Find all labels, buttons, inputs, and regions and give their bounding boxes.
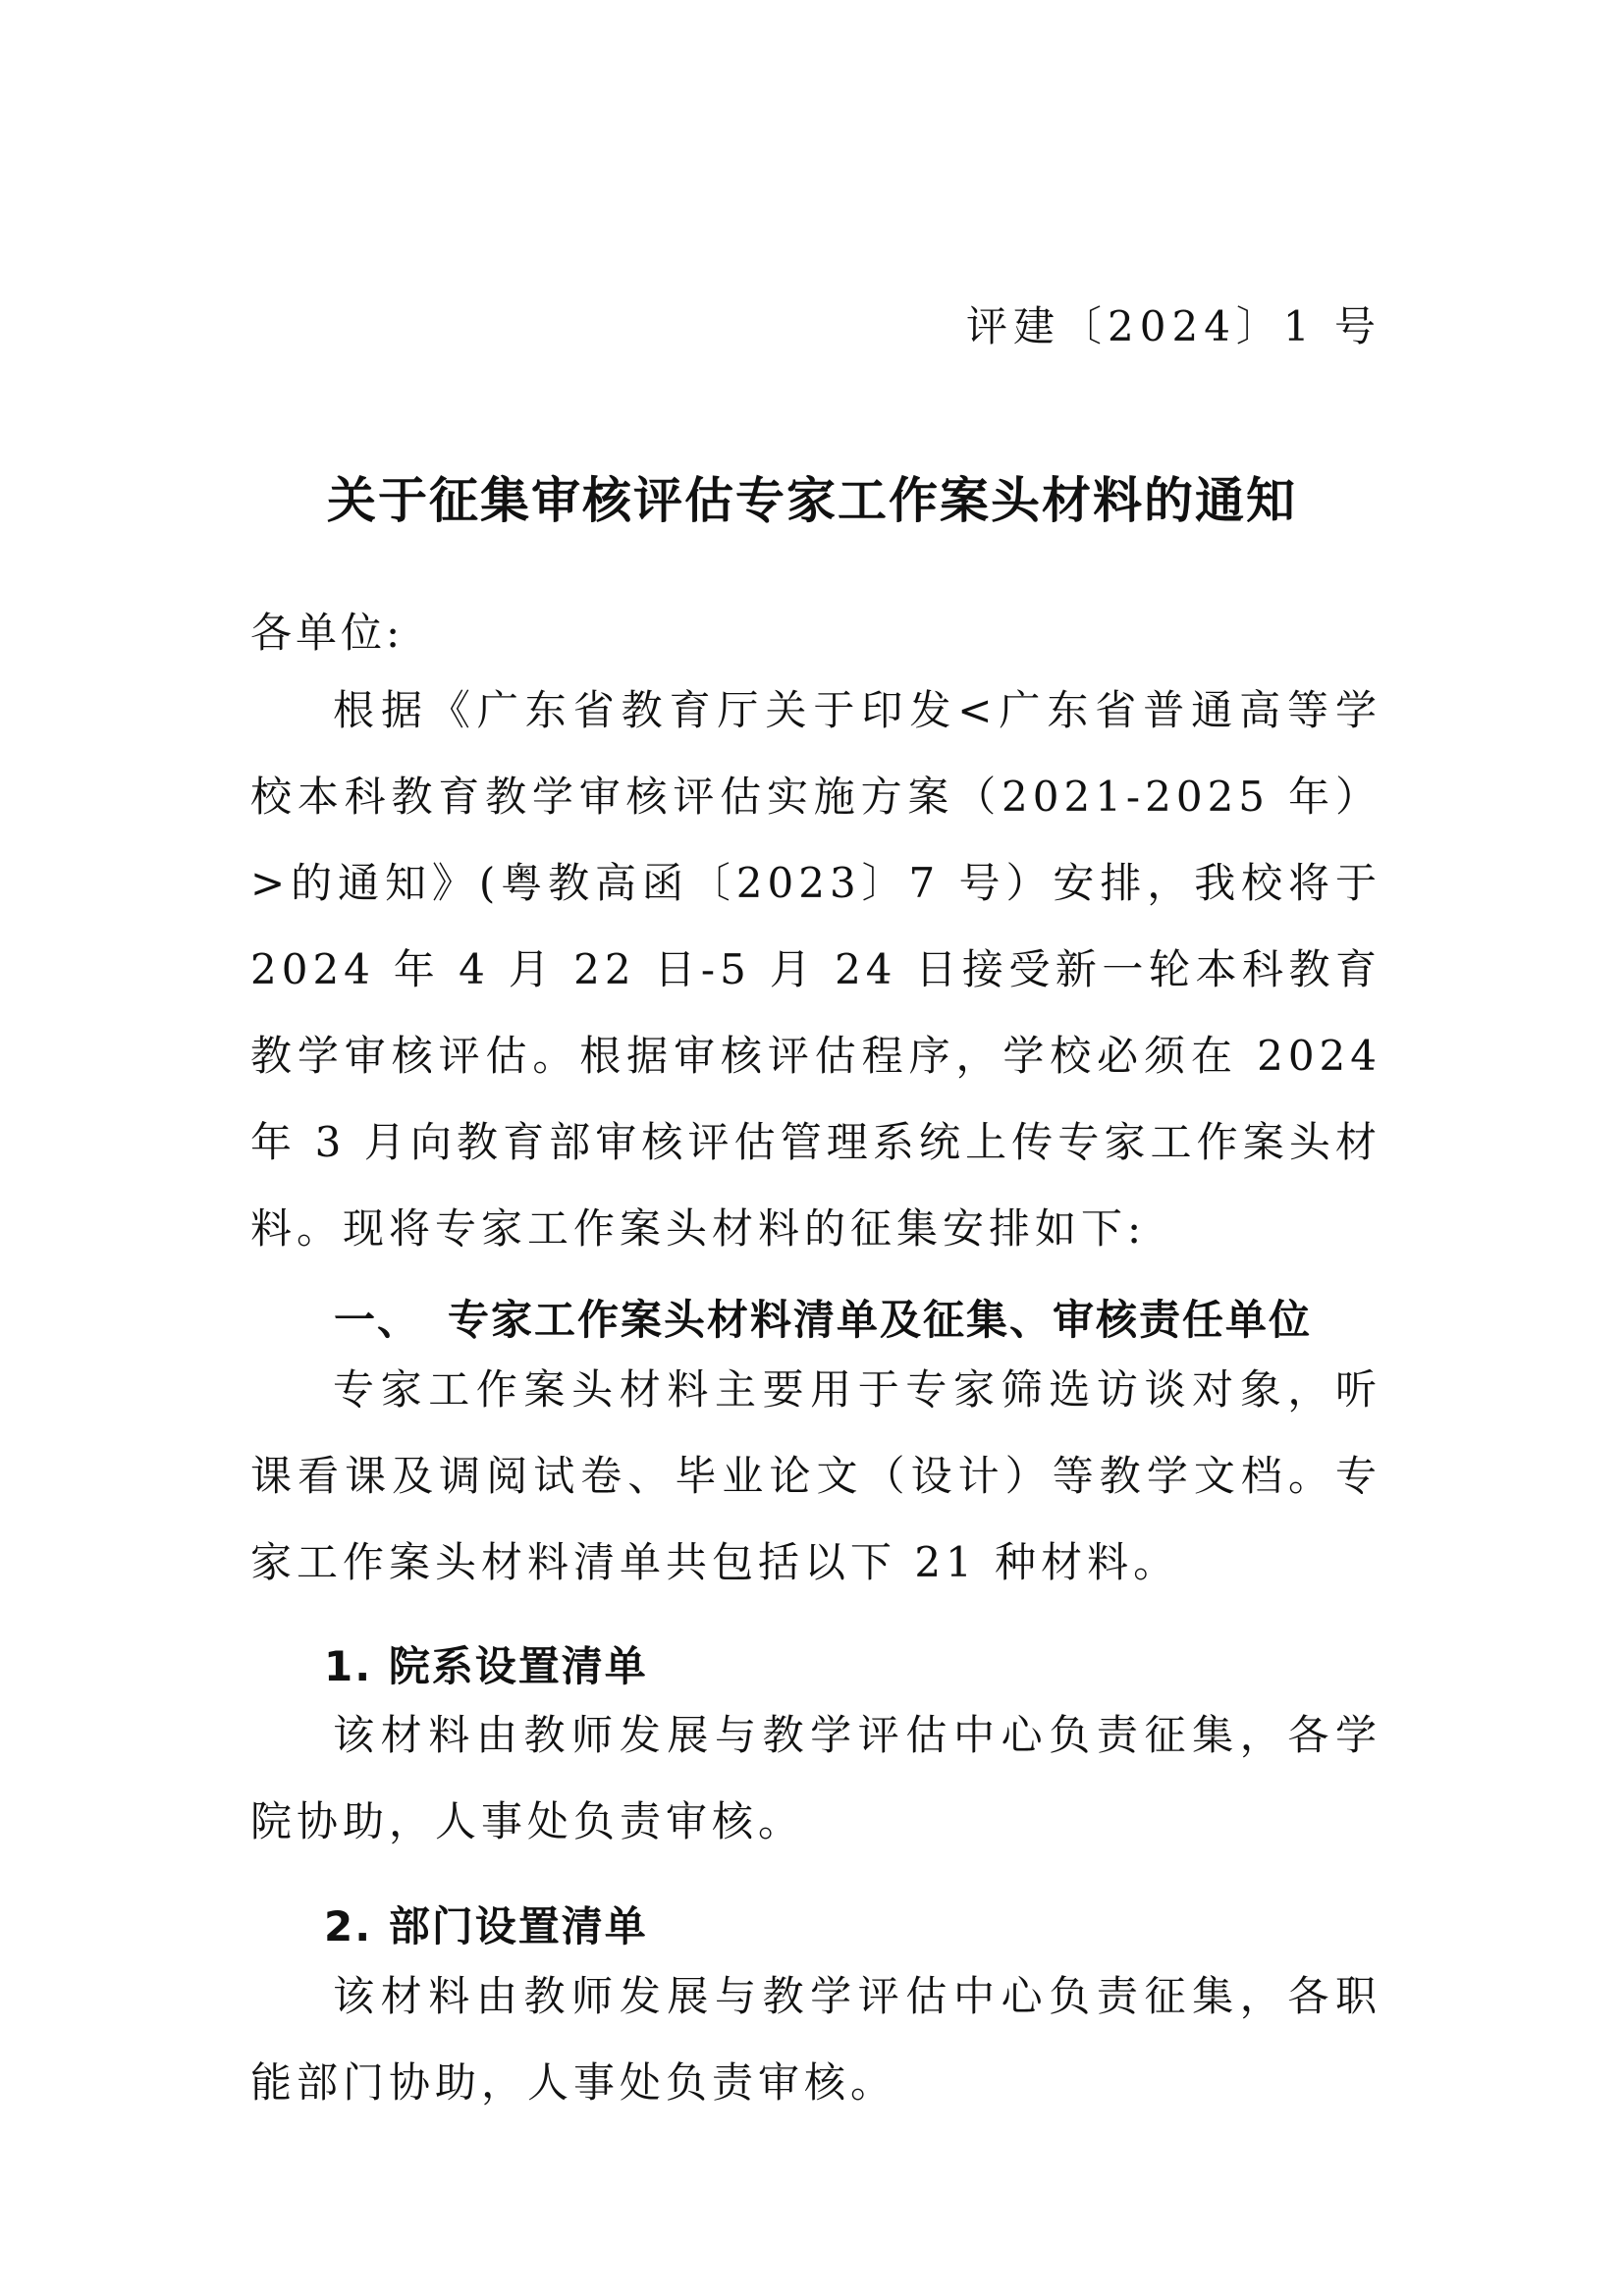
- intro-paragraph: 根据《广东省教育厅关于印发<广东省普通高等学校本科教育教学审核评估实施方案（2021-2025 年）>的通知》(粤教高函〔2023〕7 号）安排，我校将于 2024 年 4 月 22 日-5 月 24 日接受新一轮本科教育教学审核评估。根据审核评估程序，学校必须在 2024 年 3 月向教育部审核评估管理系统上传专家工作案头材料。现将专家工作案头材料的征集安排如下:: [250, 686, 1381, 1253]
- document-number: 评建〔2024〕1 号: [966, 302, 1381, 350]
- section-1-number: 一、: [334, 1296, 421, 1344]
- item-2-paragraph: 该材料由教师发展与教学评估中心负责征集，各职能部门协助，人事处负责审核。: [250, 1972, 1381, 2107]
- section-1-heading-text: 专家工作案头材料清单及征集、审核责任单位: [448, 1296, 1313, 1344]
- item-1-heading: 1. 院系设置清单: [324, 1642, 648, 1690]
- item-1-paragraph: 该材料由教师发展与教学评估中心负责征集，各学院协助，人事处负责审核。: [250, 1711, 1381, 1845]
- item-2-heading: 2. 部门设置清单: [324, 1902, 648, 1950]
- notice-title: 关于征集审核评估专家工作案头材料的通知: [327, 471, 1297, 529]
- section-1-heading: [334, 1288, 1312, 1347]
- section-1-paragraph: 专家工作案头材料主要用于专家筛选访谈对象，听课看课及调阅试卷、毕业论文（设计）等教学文档。专家工作案头材料清单共包括以下 21 种材料。: [250, 1365, 1381, 1586]
- salutation: 各单位:: [250, 609, 405, 657]
